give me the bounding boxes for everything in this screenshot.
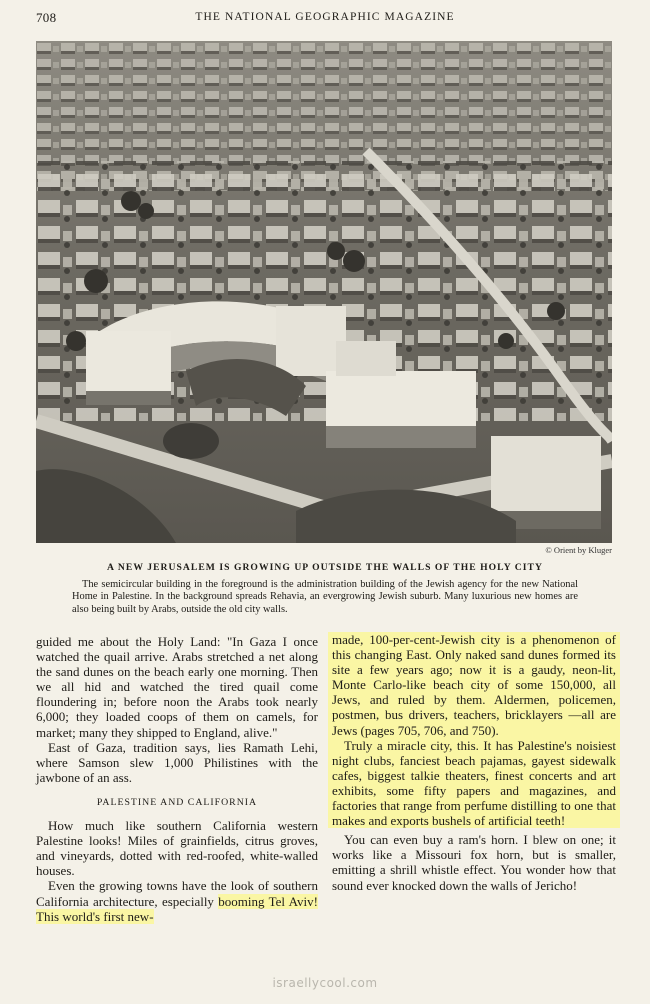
body-paragraph: made, 100-per-cent-Jewish city is a phenomenon of this changing East. Only naked sand dunes formed its site a few years ago; now it is a gaudy, neon-lit, Monte Carlo-like beach city of some 150,000, all Jews, and ruled by them. Aldermen, policemen, postmen, bus drivers, teachers, bricklayers —all are Jews (pages 705, 706, and 750). xyxy=(332,632,616,738)
caption-title: A NEW JERUSALEM IS GROWING UP OUTSIDE THE WALLS OF THE HOLY CITY xyxy=(107,562,543,573)
site-watermark: israellycool.com xyxy=(272,976,378,990)
body-paragraph: guided me about the Holy Land: "In Gaza I once watched the quail arrive. Arabs stretched a net along the sand dunes on the beach early one morning. Then we all hid and watched the tired quail come floundering in; before noon the Arabs took nearly 6,000; they loaded coops of them on camels, for market; many they shipped to England, alive." xyxy=(36,634,318,740)
body-paragraph: East of Gaza, tradition says, lies Ramath Lehi, where Samson slew 1,000 Philistines with the jawbone of an ass. xyxy=(36,739,318,785)
highlighted-text: booming Tel Aviv! This world's first new- xyxy=(36,893,318,924)
magazine-title: THE NATIONAL GEOGRAPHIC MAGAZINE xyxy=(195,11,455,23)
section-subheading: PALESTINE AND CALIFORNIA xyxy=(96,796,258,808)
aerial-city-illustration xyxy=(36,41,612,543)
right-column xyxy=(332,634,616,893)
caption-body: The semicircular building in the foreground is the administration building of the Jewish agency for the new National Home in Palestine. In the background spreads Rehavia, an evergrowing Jewish suburb. Many luxurious new homes are also being built by Arabs, outside the old city walls. xyxy=(72,579,578,615)
body-paragraph: You can even buy a ram's horn. I blew on one; it works like a Missouri fox horn, but is smaller, emitting a shrill whistle effect. You wonder how that sound ever knocked down the walls of Jericho! xyxy=(332,832,616,893)
page-number: 708 xyxy=(36,10,57,25)
left-column xyxy=(36,634,318,924)
running-head xyxy=(36,10,614,28)
aerial-photo xyxy=(36,41,612,543)
body-paragraph: How much like southern California western Palestine looks! Miles of grainfields, citrus groves, and vineyards, dotted with red-roofed, white-walled houses. xyxy=(36,818,318,879)
body-paragraph: Truly a miracle city, this. It has Palestine's noisiest night clubs, fanciest beach pajamas, gayest sidewalk cafes, biggest talkie theaters, finest concerts and art exhibits, some fifty papers and magazines, and factories that range from perfume distilling to one that makes and exports bushels of artificial teeth! xyxy=(332,737,616,829)
body-paragraph xyxy=(36,878,318,923)
highlighted-passage xyxy=(328,632,620,828)
paragraph-plain-text: Even the growing towns have the look of southern California architecture, especially xyxy=(36,878,318,909)
photo-credit: © Orient by Kluger xyxy=(545,545,612,555)
